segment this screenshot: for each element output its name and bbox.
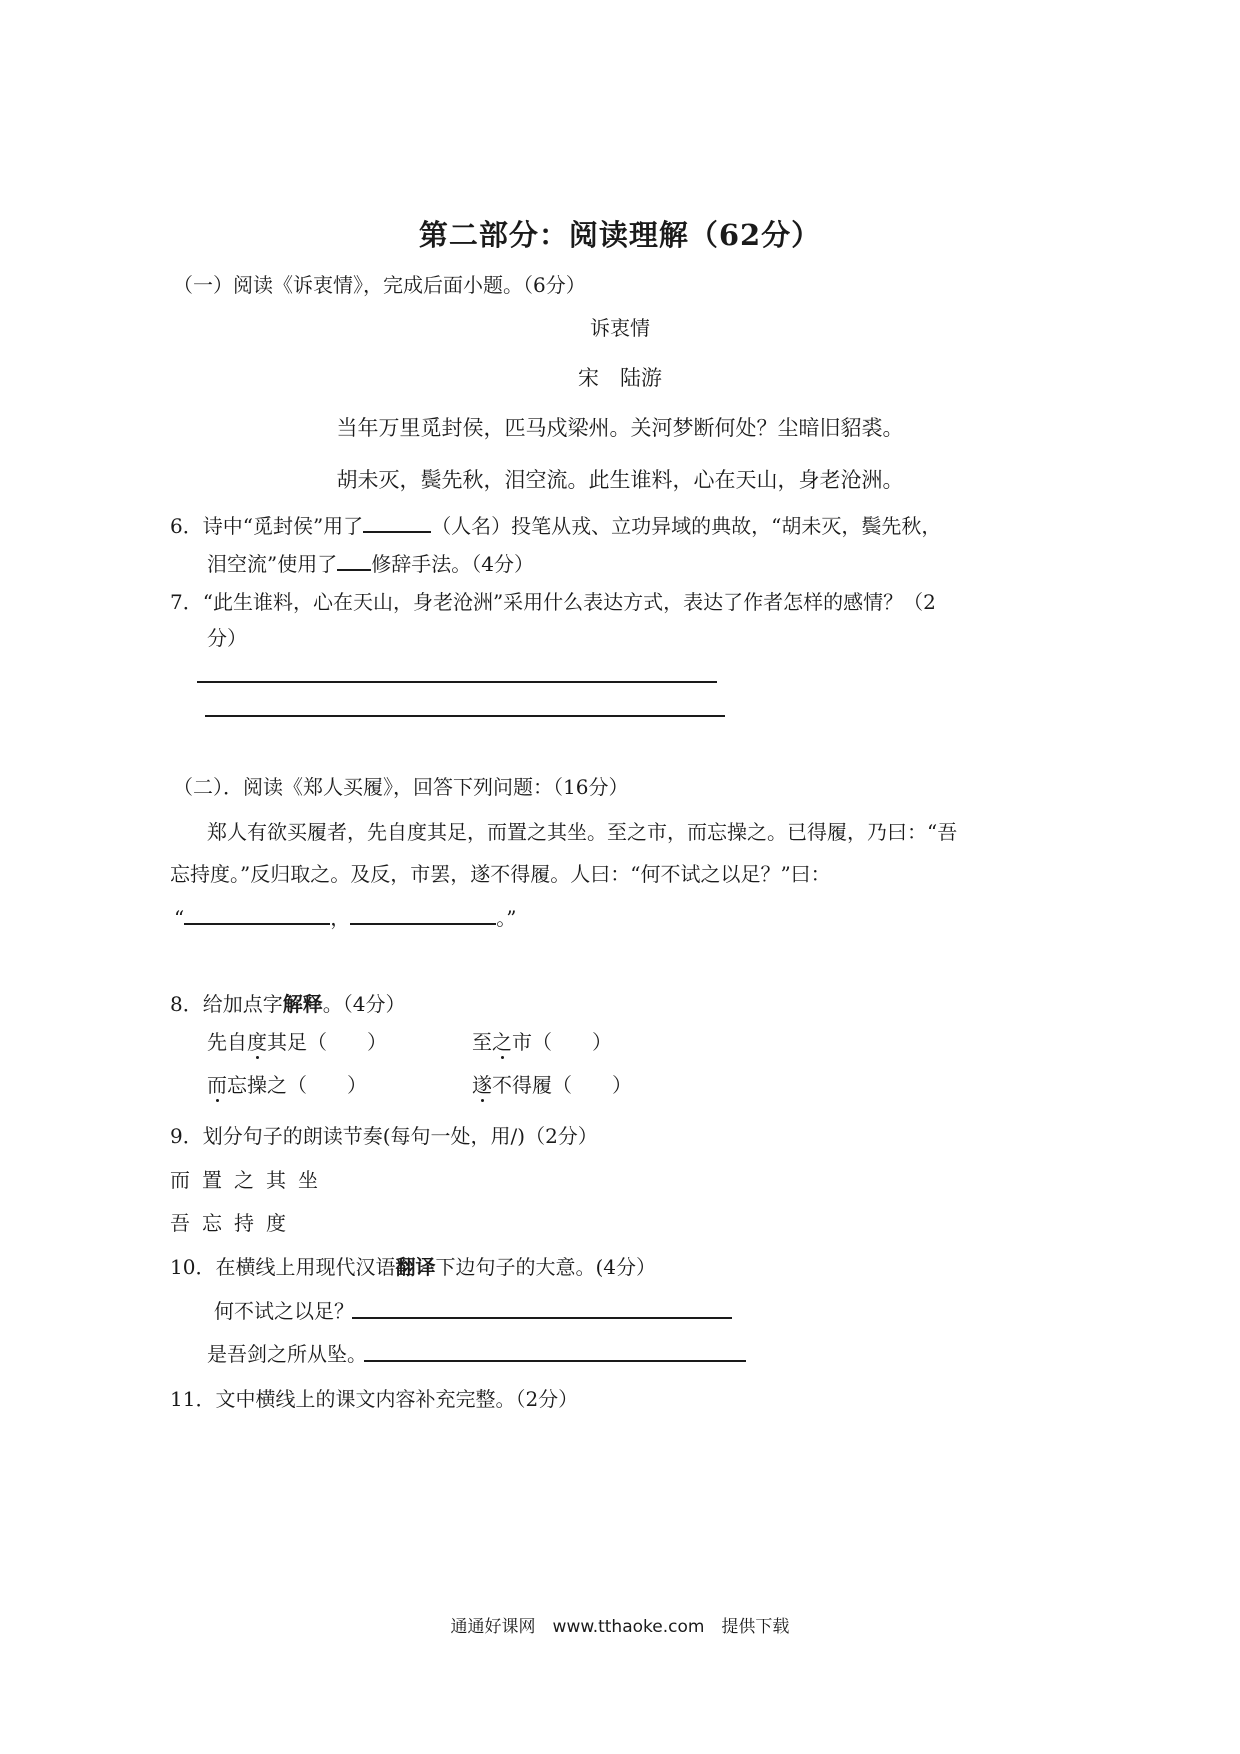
- q6-text-b: （人名）投笔从戎、立功异域的典故，“胡未灭，鬓先秋，: [431, 514, 942, 538]
- dotted-character: 遂: [472, 1073, 492, 1097]
- q8-item-4[interactable]: [472, 1071, 632, 1099]
- comma: ，: [330, 906, 351, 930]
- q6-blank-1[interactable]: [363, 511, 431, 533]
- question-9-heading: 9．划分句子的朗读节奏(每句一处，用/)（2分）: [170, 1124, 598, 1148]
- q10-answer-line-2[interactable]: [364, 1360, 746, 1362]
- q8-item-text: 市（ ）: [512, 1030, 612, 1054]
- passage-blank-1[interactable]: [184, 903, 330, 925]
- q10-bold: 翻译: [395, 1255, 436, 1279]
- q10-answer-line-1[interactable]: [352, 1317, 732, 1319]
- close-quote: 。”: [496, 906, 517, 930]
- poem-author: 宋 陆游: [578, 366, 662, 390]
- q6-text-c: 泪空流”使用了: [207, 552, 338, 576]
- q8-item-text: 至: [472, 1030, 492, 1054]
- q8-item-text: 不得履（ ）: [492, 1073, 632, 1097]
- open-quote: “: [174, 906, 185, 930]
- footer-text: 通通好课网 www.tthaoke.com 提供下载: [450, 1617, 790, 1637]
- question-7-line2: 分）: [207, 626, 247, 650]
- q9-sentence-1[interactable]: 而置之其坐: [170, 1168, 330, 1192]
- q8-item-2[interactable]: [472, 1028, 612, 1056]
- passage-blank-2[interactable]: [350, 903, 496, 925]
- q9-sentence-2[interactable]: 吾忘持度: [170, 1211, 298, 1235]
- poem-line-2: 胡未灭，鬓先秋，泪空流。此生谁料，心在天山，身老沧洲。: [336, 468, 904, 492]
- q8-bold: 解释: [282, 992, 323, 1016]
- question-7-line1: 7．“此生谁料，心在天山，身老沧洲”采用什么表达方式，表达了作者怎样的感情？（2: [170, 590, 936, 614]
- q10-prefix: 10．在横线上用现代汉语: [170, 1255, 396, 1279]
- section2-heading: （二）．阅读《郑人买履》，回答下列问题：（16分）: [173, 775, 629, 799]
- q8-suffix: 。（4分）: [322, 992, 406, 1016]
- q8-item-text: 忘操之（ ）: [227, 1073, 367, 1097]
- q6-blank-2[interactable]: [337, 549, 371, 571]
- q8-prefix: 8．给加点字: [170, 992, 283, 1016]
- dotted-character: 度: [247, 1030, 267, 1054]
- q7-answer-line-1[interactable]: [197, 681, 717, 683]
- dotted-character: 之: [492, 1030, 512, 1054]
- question-10-heading: [170, 1253, 656, 1281]
- passage-line-3: [174, 903, 516, 932]
- q7-answer-line-2[interactable]: [205, 715, 725, 717]
- section1-heading: （一）阅读《诉衷情》，完成后面小题。（6分）: [173, 273, 586, 297]
- question-8-heading: [170, 990, 405, 1018]
- q10-suffix: 下边句子的大意。(4分）: [435, 1255, 656, 1279]
- dotted-character: 而: [207, 1073, 227, 1097]
- passage-line-2: 忘持度。”反归取之。及反，市罢，遂不得履。人曰：“何不试之以足？”曰：: [170, 862, 831, 886]
- q8-item-text: 先自: [207, 1030, 247, 1054]
- q8-item-1[interactable]: [207, 1028, 387, 1056]
- page-title: 第二部分：阅读理解（62分）: [418, 218, 822, 252]
- question-6-line1: [170, 511, 941, 540]
- q6-text-a: 6．诗中“觅封侯”用了: [170, 514, 364, 538]
- poem-line-1: 当年万里觅封侯，匹马戍梁州。关河梦断何处？尘暗旧貂裘。: [336, 416, 904, 440]
- q8-item-text: 其足（ ）: [267, 1030, 387, 1054]
- q6-text-d: 修辞手法。（4分）: [371, 552, 534, 576]
- question-11: 11．文中横线上的课文内容补充完整。（2分）: [170, 1387, 579, 1411]
- poem-title: 诉衷情: [590, 316, 650, 340]
- q10-sentence-1: 何不试之以足？: [214, 1299, 354, 1323]
- q8-item-3[interactable]: [207, 1071, 367, 1099]
- passage-line-1: 郑人有欲买履者，先自度其足，而置之其坐。至之市，而忘操之。已得履，乃曰：“吾: [207, 820, 958, 844]
- q10-sentence-2: 是吾剑之所从坠。: [207, 1342, 367, 1366]
- question-6-line2: [207, 549, 534, 578]
